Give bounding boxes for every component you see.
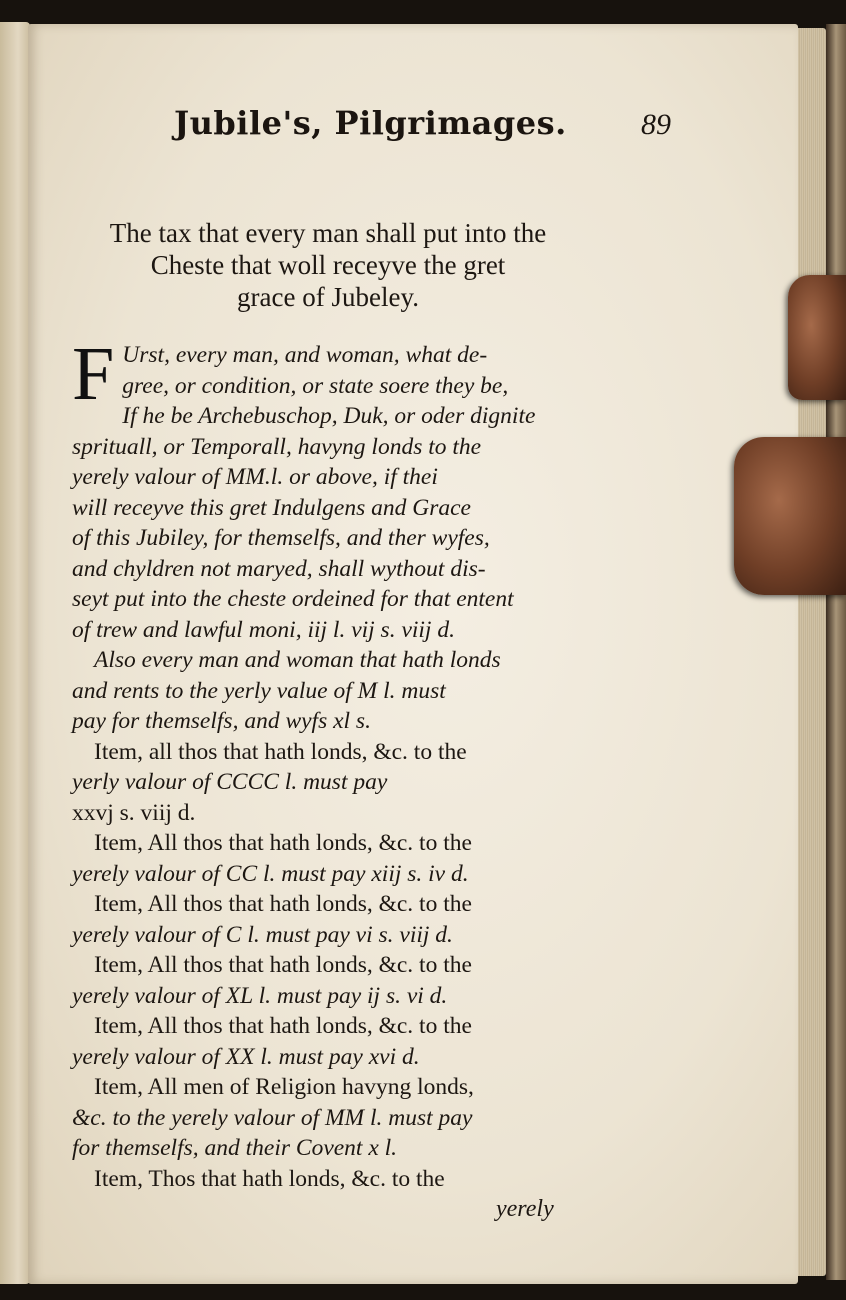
- text-line: Urst, every man, and woman, what de-: [122, 342, 488, 368]
- paragraph: [72, 332, 572, 645]
- title-line: The tax that every man shall put into the: [109, 218, 547, 248]
- text-line: xxvj s. viij d.: [72, 799, 196, 826]
- text-line: for themselfs, and their Covent x l.: [72, 1135, 398, 1161]
- text-line: of trew and lawful moni, iij l. vij s. viij d.: [72, 616, 455, 643]
- text-line: and chyldren not maryed, shall wythout dis-: [72, 555, 486, 582]
- text-line: gree, or condition, or state soere they be,: [122, 372, 509, 399]
- left-page-edge: [0, 22, 30, 1284]
- text-line: Item, All thos that hath londs, &c. to the: [94, 891, 472, 917]
- item-entry: [72, 1011, 572, 1072]
- text-line: yerely valour of XL l. must pay ij s. vi d.: [72, 982, 448, 1009]
- text-line: Item, Thos that hath londs, &c. to the: [94, 1165, 445, 1192]
- item-entry: [72, 1072, 572, 1164]
- item-entry: [72, 1164, 572, 1195]
- text-line: Item, All thos that hath londs, &c. to the: [94, 830, 472, 856]
- page-number: 89: [641, 108, 671, 141]
- text-line: sprituall, or Temporall, havyng londs to the: [72, 433, 482, 460]
- body-text: [72, 332, 572, 1194]
- metal-clasp-top: [788, 275, 846, 400]
- text-line: pay for themselfs, and wyfs xl s.: [72, 708, 371, 734]
- paragraph: [72, 645, 572, 737]
- item-entry: [72, 950, 572, 1011]
- text-line: seyt put into the cheste ordeined for that entent: [72, 586, 514, 612]
- text-line: and rents to the yerly value of M l. must: [72, 677, 446, 704]
- text-line: Item, All men of Religion havyng londs,: [94, 1074, 474, 1100]
- title-line: Cheste that woll receyve the gret: [150, 250, 506, 280]
- drop-cap: F: [72, 332, 115, 416]
- text-line: of this Jubiley, for themselfs, and ther wyfes,: [72, 525, 490, 551]
- text-line: If he be Archebuschop, Duk, or oder dignite: [122, 403, 536, 429]
- text-line: yerely valour of CC l. must pay xiij s. iv d.: [72, 860, 469, 887]
- text-line: yerely valour of XX l. must pay xvi d.: [72, 1043, 420, 1070]
- catchword: yerely: [496, 1196, 554, 1222]
- book-cover-edge: [826, 24, 846, 1280]
- book-page: [28, 24, 798, 1284]
- item-entry: [72, 737, 572, 829]
- item-entry: [72, 889, 572, 950]
- text-line: Item, all thos that hath londs, &c. to the: [94, 738, 467, 765]
- text-line: yerely valour of C l. must pay vi s. viij d.: [72, 921, 453, 948]
- section-title: [68, 217, 588, 313]
- text-line: yerely valour of MM.l. or above, if thei: [72, 464, 438, 490]
- text-line: Item, All thos that hath londs, &c. to the: [94, 952, 472, 978]
- text-line: &c. to the yerely valour of MM l. must pay: [72, 1104, 473, 1131]
- text-line: will receyve this gret Indulgens and Grace: [72, 494, 471, 521]
- item-entry: [72, 828, 572, 889]
- metal-clasp-bottom: [734, 437, 846, 595]
- running-head: Jubile's, Pilgrimages.: [174, 104, 567, 142]
- title-line: grace of Jubeley.: [237, 282, 419, 312]
- text-line: Item, All thos that hath londs, &c. to the: [94, 1013, 472, 1039]
- text-line: yerly valour of CCCC l. must pay: [72, 769, 388, 795]
- text-line: Also every man and woman that hath londs: [94, 647, 501, 673]
